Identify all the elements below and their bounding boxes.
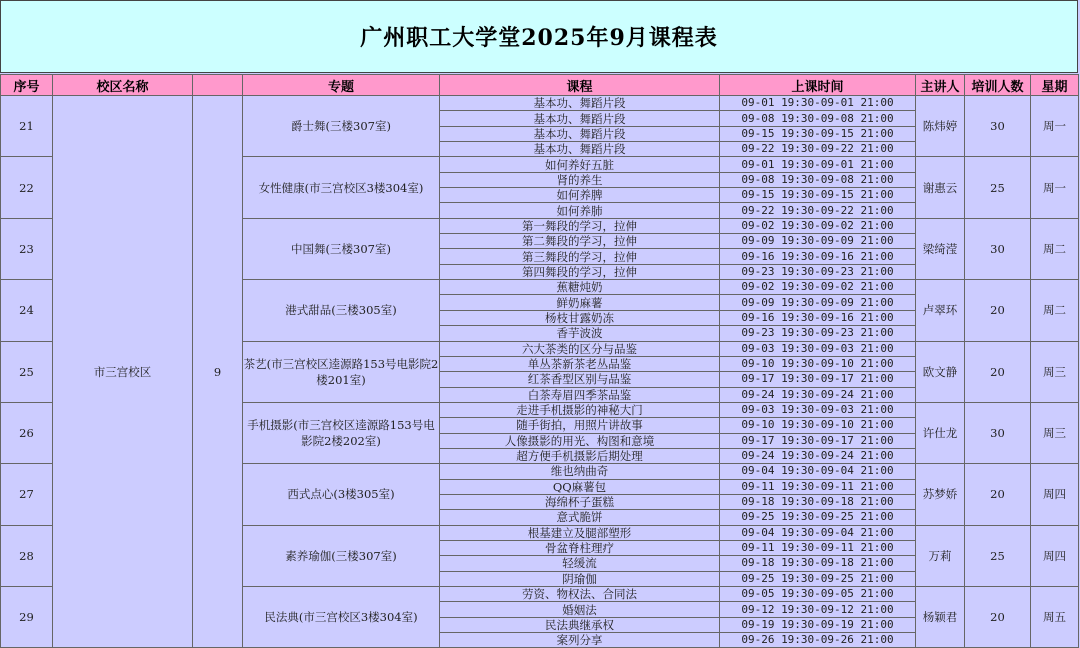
header-row [1,75,1079,96]
trainees-cell: 20 [965,464,1031,525]
lecturer-cell: 谢惠云 [916,157,965,218]
topic-cell: 中国舞(三楼307室) [243,218,440,279]
topic-cell: 茶艺(市三宫校区逵源路153号电影院2楼201室) [243,341,440,402]
seq-cell: 25 [1,341,53,402]
course-cell: 第三舞段的学习，拉伸 [440,249,720,264]
course-cell: 白茶寿眉四季茶品鉴 [440,387,720,402]
time-cell: 09-05 19:30-09-05 21:00 [720,587,916,602]
time-cell: 09-09 19:30-09-09 21:00 [720,234,916,249]
lecturer-cell: 陈炜婷 [916,96,965,157]
course-cell: 第一舞段的学习，拉伸 [440,218,720,233]
course-cell: QQ麻薯包 [440,479,720,494]
lecturer-cell: 万莉 [916,525,965,586]
topic-cell: 港式甜品(三楼305室) [243,280,440,341]
course-cell: 单丛茶新茶老丛品鉴 [440,356,720,371]
weekday-cell: 周三 [1031,341,1079,402]
course-cell: 走进手机摄影的神秘大门 [440,402,720,417]
time-cell: 09-01 19:30-09-01 21:00 [720,157,916,172]
course-cell: 杨枝甘露奶冻 [440,310,720,325]
header-trainees: 培训人数 [965,75,1031,96]
seq-cell: 24 [1,280,53,341]
time-cell: 09-25 19:30-09-25 21:00 [720,510,916,525]
trainees-cell: 30 [965,218,1031,279]
course-cell: 超方便手机摄影后期处理 [440,448,720,463]
time-cell: 09-26 19:30-09-26 21:00 [720,633,916,648]
course-cell: 人像摄影的用光、构图和意境 [440,433,720,448]
time-cell: 09-18 19:30-09-18 21:00 [720,494,916,509]
time-cell: 09-01 19:30-09-01 21:00 [720,96,916,111]
course-cell: 第二舞段的学习，拉伸 [440,234,720,249]
time-cell: 09-24 19:30-09-24 21:00 [720,387,916,402]
course-cell: 劳资、物权法、合同法 [440,587,720,602]
time-cell: 09-19 19:30-09-19 21:00 [720,617,916,632]
time-cell: 09-17 19:30-09-17 21:00 [720,433,916,448]
seq-cell: 23 [1,218,53,279]
trainees-cell: 30 [965,96,1031,157]
trainees-cell: 25 [965,157,1031,218]
course-cell: 维也纳曲奇 [440,464,720,479]
weekday-cell: 周一 [1031,96,1079,157]
course-cell: 海绵杯子蛋糕 [440,494,720,509]
topic-cell: 爵士舞(三楼307室) [243,96,440,157]
course-cell: 基本功、舞蹈片段 [440,96,720,111]
time-cell: 09-08 19:30-09-08 21:00 [720,172,916,187]
course-cell: 民法典继承权 [440,617,720,632]
course-cell: 如何养好五脏 [440,157,720,172]
header-time: 上课时间 [720,75,916,96]
time-cell: 09-10 19:30-09-10 21:00 [720,418,916,433]
weekday-cell: 周二 [1031,280,1079,341]
trainees-cell: 20 [965,341,1031,402]
weekday-cell: 周三 [1031,402,1079,463]
seq-cell: 22 [1,157,53,218]
lecturer-cell: 卢翠环 [916,280,965,341]
lecturer-cell: 许仕龙 [916,402,965,463]
time-cell: 09-17 19:30-09-17 21:00 [720,372,916,387]
header-seq: 序号 [1,75,53,96]
time-cell: 09-03 19:30-09-03 21:00 [720,341,916,356]
header-campus: 校区名称 [53,75,193,96]
course-cell: 鲜奶麻薯 [440,295,720,310]
campus-count-cell: 9 [193,96,243,648]
time-cell: 09-18 19:30-09-18 21:00 [720,556,916,571]
lecturer-cell: 杨颖君 [916,587,965,648]
course-cell: 轻缓流 [440,556,720,571]
time-cell: 09-23 19:30-09-23 21:00 [720,326,916,341]
lecturer-cell: 梁绮滢 [916,218,965,279]
header-weekday: 星期 [1031,75,1079,96]
table-row [1,96,1079,111]
trainees-cell: 20 [965,587,1031,648]
time-cell: 09-15 19:30-09-15 21:00 [720,188,916,203]
schedule-body [1,96,1079,648]
topic-cell: 西式点心(3楼305室) [243,464,440,525]
course-cell: 红茶香型区别与品鉴 [440,372,720,387]
time-cell: 09-04 19:30-09-04 21:00 [720,464,916,479]
trainees-cell: 30 [965,402,1031,463]
time-cell: 09-16 19:30-09-16 21:00 [720,249,916,264]
weekday-cell: 周五 [1031,587,1079,648]
course-cell: 婚姻法 [440,602,720,617]
time-cell: 09-22 19:30-09-22 21:00 [720,203,916,218]
campus-name-cell: 市三宫校区 [53,96,193,648]
time-cell: 09-16 19:30-09-16 21:00 [720,310,916,325]
time-cell: 09-08 19:30-09-08 21:00 [720,111,916,126]
course-cell: 蕉糖炖奶 [440,280,720,295]
header-topic: 专题 [243,75,440,96]
time-cell: 09-24 19:30-09-24 21:00 [720,448,916,463]
time-cell: 09-09 19:30-09-09 21:00 [720,295,916,310]
course-cell: 案列分享 [440,633,720,648]
course-cell: 肾的养生 [440,172,720,187]
header-course: 课程 [440,75,720,96]
course-cell: 骨盆脊柱理疗 [440,540,720,555]
course-cell: 如何养脾 [440,188,720,203]
course-cell: 如何养肺 [440,203,720,218]
header-lecturer: 主讲人 [916,75,965,96]
weekday-cell: 周四 [1031,525,1079,586]
course-cell: 基本功、舞蹈片段 [440,126,720,141]
time-cell: 09-25 19:30-09-25 21:00 [720,571,916,586]
header-blank [193,75,243,96]
time-cell: 09-02 19:30-09-02 21:00 [720,218,916,233]
schedule-table [0,74,1079,648]
seq-cell: 27 [1,464,53,525]
course-cell: 阴瑜伽 [440,571,720,586]
trainees-cell: 20 [965,280,1031,341]
course-cell: 意式脆饼 [440,510,720,525]
time-cell: 09-03 19:30-09-03 21:00 [720,402,916,417]
course-cell: 随手街拍，用照片讲故事 [440,418,720,433]
course-cell: 香芋波波 [440,326,720,341]
time-cell: 09-11 19:30-09-11 21:00 [720,540,916,555]
course-cell: 六大茶类的区分与品鉴 [440,341,720,356]
weekday-cell: 周二 [1031,218,1079,279]
time-cell: 09-11 19:30-09-11 21:00 [720,479,916,494]
lecturer-cell: 欧文静 [916,341,965,402]
course-cell: 第四舞段的学习，拉伸 [440,264,720,279]
time-cell: 09-04 19:30-09-04 21:00 [720,525,916,540]
topic-cell: 女性健康(市三宫校区3楼304室) [243,157,440,218]
trainees-cell: 25 [965,525,1031,586]
time-cell: 09-02 19:30-09-02 21:00 [720,280,916,295]
weekday-cell: 周一 [1031,157,1079,218]
topic-cell: 民法典(市三宫校区3楼304室) [243,587,440,648]
time-cell: 09-23 19:30-09-23 21:00 [720,264,916,279]
course-cell: 根基建立及腿部塑形 [440,525,720,540]
topic-cell: 手机摄影(市三宫校区逵源路153号电影院2楼202室) [243,402,440,463]
time-cell: 09-10 19:30-09-10 21:00 [720,356,916,371]
lecturer-cell: 苏梦娇 [916,464,965,525]
page-title: 广州职工大学堂2025年9月课程表 [0,0,1078,73]
time-cell: 09-12 19:30-09-12 21:00 [720,602,916,617]
course-cell: 基本功、舞蹈片段 [440,142,720,157]
time-cell: 09-22 19:30-09-22 21:00 [720,142,916,157]
course-cell: 基本功、舞蹈片段 [440,111,720,126]
seq-cell: 29 [1,587,53,648]
seq-cell: 21 [1,96,53,157]
time-cell: 09-15 19:30-09-15 21:00 [720,126,916,141]
topic-cell: 素养瑜伽(三楼307室) [243,525,440,586]
weekday-cell: 周四 [1031,464,1079,525]
seq-cell: 26 [1,402,53,463]
seq-cell: 28 [1,525,53,586]
